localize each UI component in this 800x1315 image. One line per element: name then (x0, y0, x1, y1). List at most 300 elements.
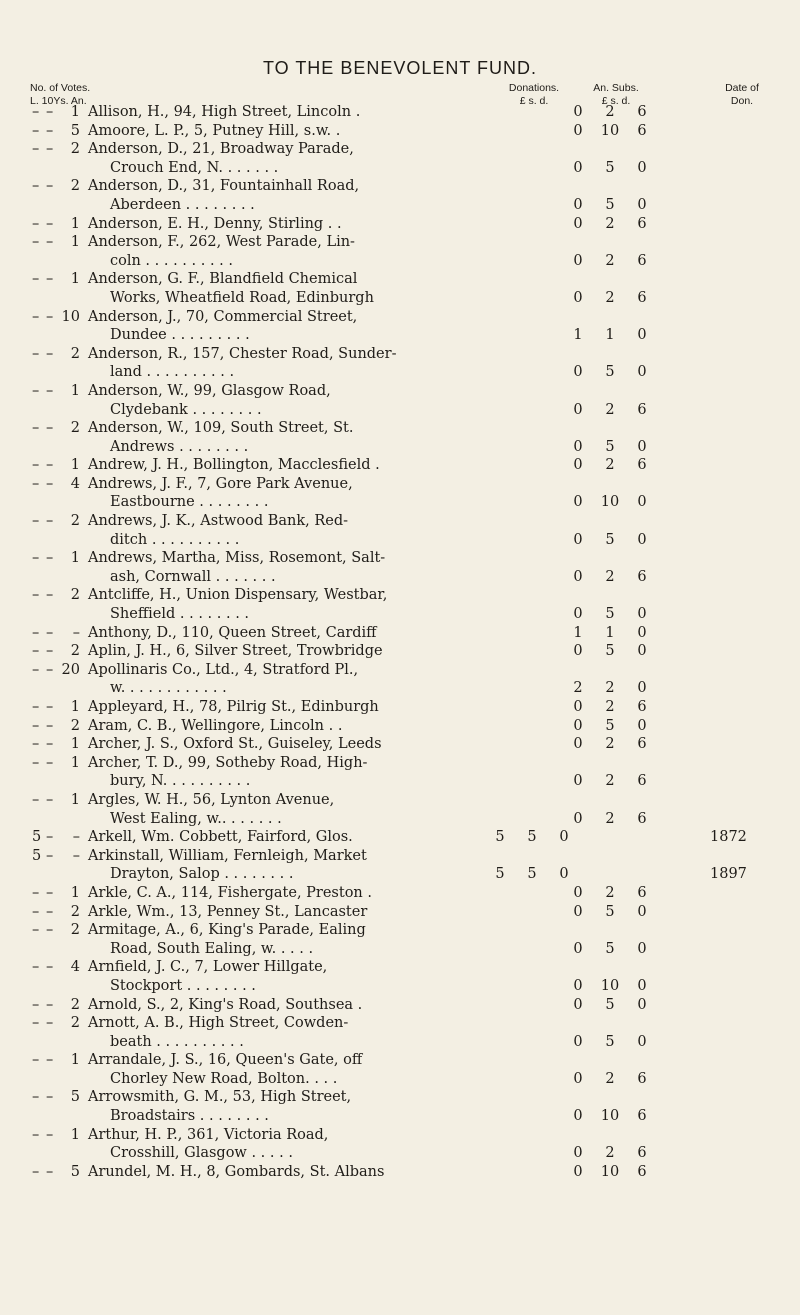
votes-life: – (32, 643, 40, 660)
shillings: 10 (600, 1163, 620, 1180)
subscription-amount (562, 903, 662, 922)
votes-annual: – (72, 829, 80, 846)
votes-ten-years: – (46, 141, 54, 158)
entry-continuation-line: Crouch End, N. . . . . . . (110, 159, 279, 176)
entry-continuation-line: Eastbourne . . . . . . . . (110, 494, 269, 511)
entry-line: Arnold, S., 2, King's Road, Southsea . (88, 996, 363, 1013)
pence: 0 (559, 866, 569, 883)
votes-life: – (32, 661, 40, 678)
votes-ten-years: – (46, 420, 54, 437)
votes-annual: 2 (70, 922, 80, 939)
pence: 0 (637, 494, 647, 511)
pounds: 0 (573, 940, 583, 957)
subscriber-list (0, 103, 800, 1181)
votes-annual: 2 (70, 513, 80, 530)
votes-life: – (32, 550, 40, 567)
entry-name-address (88, 215, 458, 234)
entry-line: Andrew, J. H., Bollington, Macclesfield . (88, 457, 380, 474)
shillings: 2 (605, 568, 615, 585)
votes-life: – (32, 791, 40, 808)
votes-annual: 4 (70, 959, 80, 976)
pounds: 0 (573, 531, 583, 548)
entry-name-address (88, 661, 458, 698)
votes-annual: 10 (61, 308, 80, 325)
entry-continuation-line: coln . . . . . . . . . . (110, 252, 234, 269)
votes-ten-years: – (46, 661, 54, 678)
votes-annual: 2 (70, 996, 80, 1013)
pounds: 0 (573, 1145, 583, 1162)
subscription-amount (562, 642, 662, 661)
entry-name-address (88, 456, 458, 475)
entry-row (0, 903, 800, 922)
entry-line: Arrandale, J. S., 16, Queen's Gate, off (88, 1052, 363, 1069)
entry-line: Antcliffe, H., Union Dispensary, Westbar, (88, 587, 388, 604)
entry-continuation-line: ash, Cornwall . . . . . . . (110, 568, 276, 585)
votes-life: – (32, 717, 40, 734)
votes-annual: 1 (70, 550, 80, 567)
pence: 0 (637, 159, 647, 176)
shillings: 5 (605, 438, 615, 455)
pounds: 0 (573, 606, 583, 623)
entry-name-address (88, 624, 458, 643)
votes-life: – (32, 104, 40, 120)
pounds: 0 (573, 104, 583, 120)
entry-name-address (88, 1088, 458, 1125)
pence: 0 (637, 624, 647, 641)
entry-name-address (88, 345, 458, 382)
entry-name-address (88, 828, 458, 847)
votes-ten-years: – (46, 717, 54, 734)
entry-row (0, 270, 800, 307)
pounds: 0 (573, 773, 583, 790)
votes-ten-years: – (46, 513, 54, 530)
entry-line: Armitage, A., 6, King's Parade, Ealing (88, 922, 366, 939)
subscription-amount (562, 326, 662, 345)
pence: 6 (637, 252, 647, 269)
entry-row (0, 717, 800, 736)
votes-ten-years: – (46, 475, 54, 492)
pounds: 0 (573, 903, 583, 920)
votes-annual: 1 (70, 699, 80, 715)
shillings: 2 (605, 884, 615, 901)
pounds: 0 (573, 1070, 583, 1087)
votes-life: – (32, 215, 40, 232)
shillings: 5 (605, 717, 615, 734)
votes-annual: 1 (70, 754, 80, 771)
pence: 0 (637, 1033, 647, 1050)
votes-annual: 2 (70, 587, 80, 604)
shillings: 2 (605, 680, 615, 697)
votes-annual: 1 (70, 234, 80, 251)
entry-line: Anderson, F., 262, West Parade, Lin- (88, 234, 355, 251)
entry-name-address (88, 642, 458, 661)
votes-annual: 2 (70, 1015, 80, 1032)
votes-annual: 2 (70, 141, 80, 158)
shillings: 10 (600, 122, 620, 139)
entry-name-address (88, 308, 458, 345)
entry-row (0, 828, 800, 847)
entry-line: Arkell, Wm. Cobbett, Fairford, Glos. (88, 829, 353, 846)
votes-ten-years: – (46, 271, 54, 288)
pounds: 0 (573, 401, 583, 418)
subscription-amount (562, 698, 662, 717)
votes-annual: 1 (70, 791, 80, 808)
entry-row (0, 512, 800, 549)
entry-row (0, 456, 800, 475)
subscription-amount (562, 215, 662, 234)
votes-ten-years: – (46, 791, 54, 808)
votes-life: – (32, 141, 40, 158)
shillings: 10 (600, 1108, 620, 1125)
votes-ten-years: – (46, 1163, 54, 1180)
entry-continuation-line: Drayton, Salop . . . . . . . . (110, 866, 294, 883)
entry-row (0, 754, 800, 791)
votes-life: – (32, 178, 40, 195)
pence: 0 (637, 327, 647, 344)
pence: 0 (637, 643, 647, 660)
entry-line: Arthur, H. P., 361, Victoria Road, (88, 1126, 329, 1143)
entry-continuation-line: beath . . . . . . . . . . (110, 1033, 244, 1050)
entry-name-address (88, 1163, 458, 1182)
entry-row (0, 661, 800, 698)
subscription-amount (562, 605, 662, 624)
subscription-amount (562, 679, 662, 698)
entry-continuation-line: bury, N. . . . . . . . . . (110, 773, 251, 790)
shillings: 5 (605, 531, 615, 548)
votes-annual: 2 (70, 345, 80, 362)
votes-header-line2: L. 10Ys. An. (30, 95, 87, 107)
shillings: 2 (605, 289, 615, 306)
entry-name-address (88, 549, 458, 586)
votes-annual: 5 (70, 1089, 80, 1106)
votes-life: – (32, 475, 40, 492)
votes-annual: 1 (70, 271, 80, 288)
shillings: 2 (605, 401, 615, 418)
entry-line: Arnfield, J. C., 7, Lower Hillgate, (88, 959, 328, 976)
votes-life: – (32, 308, 40, 325)
shillings: 2 (605, 1145, 615, 1162)
votes-annual: 1 (70, 1052, 80, 1069)
votes-ten-years: – (46, 996, 54, 1013)
votes-life: – (32, 1052, 40, 1069)
votes-annual: 1 (70, 457, 80, 474)
pence: 6 (637, 1145, 647, 1162)
pounds: 0 (573, 736, 583, 753)
votes-header-line1: No. of Votes. (30, 82, 91, 94)
entry-line: Anderson, J., 70, Commercial Street, (88, 308, 358, 325)
entry-row (0, 1126, 800, 1163)
entry-row (0, 642, 800, 661)
subscription-amount (562, 1144, 662, 1163)
subscription-amount (562, 456, 662, 475)
pence: 6 (637, 457, 647, 474)
entry-continuation-line: land . . . . . . . . . . (110, 364, 235, 381)
entry-line: Archer, J. S., Oxford St., Guiseley, Leeds (88, 736, 382, 753)
entry-continuation-line: Andrews . . . . . . . . (110, 438, 249, 455)
entry-name-address (88, 140, 458, 177)
pounds: 0 (573, 252, 583, 269)
subscription-amount (562, 624, 662, 643)
votes-ten-years: – (46, 178, 54, 195)
votes-ten-years: – (46, 624, 54, 641)
votes-life: – (32, 271, 40, 288)
votes-ten-years: – (46, 104, 54, 120)
shillings: 5 (605, 903, 615, 920)
votes-life: 5 (32, 847, 42, 864)
votes-life: – (32, 884, 40, 901)
votes-ten-years: – (46, 215, 54, 232)
subscription-amount (562, 401, 662, 420)
votes-ten-years: – (46, 699, 54, 715)
date-header-line2: Don. (730, 95, 754, 107)
votes-annual: – (72, 847, 80, 864)
votes-ten-years: – (46, 829, 54, 846)
votes-life: – (32, 1015, 40, 1032)
entry-row (0, 382, 800, 419)
subscription-amount (562, 103, 662, 122)
subscription-amount (562, 810, 662, 829)
pounds: 0 (573, 977, 583, 994)
votes-annual: 2 (70, 643, 80, 660)
subscription-amount (562, 159, 662, 178)
shillings: 2 (605, 104, 615, 120)
shillings: 2 (605, 773, 615, 790)
entry-row (0, 475, 800, 512)
subscription-amount (562, 828, 662, 847)
entry-row (0, 698, 800, 717)
pence: 0 (637, 680, 647, 697)
entry-row (0, 884, 800, 903)
votes-life: – (32, 122, 40, 139)
entry-name-address (88, 475, 458, 512)
votes-ten-years: – (46, 234, 54, 251)
votes-annual: 2 (70, 717, 80, 734)
pounds: 0 (573, 568, 583, 585)
entry-name-address (88, 382, 458, 419)
votes-life: – (32, 1089, 40, 1106)
entry-row (0, 586, 800, 623)
votes-annual: 1 (70, 382, 80, 399)
votes-ten-years: – (46, 1015, 54, 1032)
entry-row (0, 921, 800, 958)
entry-name-address (88, 1051, 458, 1088)
pounds: 0 (573, 196, 583, 213)
entry-line: Anderson, E. H., Denny, Stirling . . (88, 215, 342, 232)
entry-row (0, 996, 800, 1015)
entry-row (0, 1051, 800, 1088)
pounds: 5 (495, 829, 505, 846)
votes-annual: 1 (70, 1126, 80, 1143)
entry-line: Anderson, G. F., Blandfield Chemical (88, 271, 358, 288)
entry-name-address (88, 791, 458, 828)
votes-life: 5 (32, 829, 42, 846)
pence: 6 (637, 215, 647, 232)
entry-continuation-line: Aberdeen . . . . . . . . (110, 196, 255, 213)
entry-line: Anderson, W., 109, South Street, St. (88, 420, 354, 437)
votes-ten-years: – (46, 382, 54, 399)
entry-line: Arkle, Wm., 13, Penney St., Lancaster (88, 903, 368, 920)
pence: 6 (637, 104, 647, 120)
donation-date: 1872 (710, 829, 747, 846)
entry-name-address (88, 958, 458, 995)
entry-row (0, 177, 800, 214)
entry-line: Allison, H., 94, High Street, Lincoln . (88, 104, 361, 120)
votes-life: – (32, 903, 40, 920)
pence: 0 (637, 977, 647, 994)
entry-continuation-line: Dundee . . . . . . . . . (110, 327, 250, 344)
pounds: 0 (573, 1033, 583, 1050)
shillings: 5 (605, 196, 615, 213)
subscription-amount (562, 122, 662, 141)
shillings: 1 (605, 624, 615, 641)
entry-row (0, 735, 800, 754)
pence: 0 (637, 438, 647, 455)
entry-row (0, 847, 800, 884)
pounds: 0 (573, 289, 583, 306)
shillings: 2 (605, 1070, 615, 1087)
votes-life: – (32, 457, 40, 474)
shillings: 10 (600, 494, 620, 511)
votes-life: – (32, 513, 40, 530)
subscription-amount (562, 735, 662, 754)
shillings: 10 (600, 977, 620, 994)
shillings: 2 (605, 699, 615, 715)
subscription-amount (562, 977, 662, 996)
subscription-amount (562, 289, 662, 308)
pence: 0 (637, 196, 647, 213)
shillings: 2 (605, 736, 615, 753)
entry-name-address (88, 884, 458, 903)
pounds: 0 (573, 1163, 583, 1180)
votes-life: – (32, 624, 40, 641)
votes-ten-years: – (46, 1052, 54, 1069)
entry-line: Aram, C. B., Wellingore, Lincoln . . (88, 717, 343, 734)
entry-line: Aplin, J. H., 6, Silver Street, Trowbridge (88, 643, 383, 660)
votes-annual: 1 (70, 884, 80, 901)
entry-row (0, 122, 800, 141)
pounds: 0 (573, 717, 583, 734)
pence: 6 (637, 699, 647, 715)
pounds: 0 (573, 884, 583, 901)
pence: 0 (637, 531, 647, 548)
subscription-amount (562, 531, 662, 550)
subscription-amount (562, 996, 662, 1015)
entry-line: Andrews, J. F., 7, Gore Park Avenue, (88, 475, 353, 492)
entry-continuation-line: w. . . . . . . . . . . . (110, 680, 227, 697)
entry-line: Appleyard, H., 78, Pilrig St., Edinburgh (88, 699, 379, 715)
subscription-amount (562, 1070, 662, 1089)
votes-annual: 2 (70, 178, 80, 195)
subs-header-label: An. Subs. (593, 82, 639, 94)
subscription-amount (562, 772, 662, 791)
entry-name-address (88, 698, 458, 717)
entry-line: Andrews, Martha, Miss, Rosemont, Salt- (88, 550, 386, 567)
shillings: 5 (605, 159, 615, 176)
entry-line: Anderson, D., 31, Fountainhall Road, (88, 178, 360, 195)
pence: 6 (637, 884, 647, 901)
page-title: TO THE BENEVOLENT FUND. (262, 58, 538, 78)
date-header-line1: Date of (725, 82, 759, 94)
entry-row (0, 549, 800, 586)
votes-ten-years: – (46, 1126, 54, 1143)
pounds: 0 (573, 1108, 583, 1125)
entry-name-address (88, 1126, 458, 1163)
entry-row (0, 140, 800, 177)
entry-row (0, 345, 800, 382)
pounds: 0 (573, 643, 583, 660)
votes-life: – (32, 420, 40, 437)
subscription-amount (562, 196, 662, 215)
pounds: 5 (495, 866, 505, 883)
entry-row (0, 103, 800, 122)
pence: 0 (637, 940, 647, 957)
subscription-amount (562, 1033, 662, 1052)
entry-name-address (88, 177, 458, 214)
votes-annual: 1 (70, 215, 80, 232)
pounds: 1 (573, 327, 583, 344)
votes-annual: 5 (70, 1163, 80, 1180)
entry-row (0, 1014, 800, 1051)
entry-name-address (88, 270, 458, 307)
entry-continuation-line: Crosshill, Glasgow . . . . . (110, 1145, 293, 1162)
pence: 6 (637, 1163, 647, 1180)
entry-row (0, 308, 800, 345)
entry-name-address (88, 586, 458, 623)
entry-line: Anderson, R., 157, Chester Road, Sunder- (88, 345, 397, 362)
pounds: 0 (573, 159, 583, 176)
pounds: 0 (573, 364, 583, 381)
pence: 6 (637, 289, 647, 306)
entry-name-address (88, 717, 458, 736)
pence: 6 (637, 122, 647, 139)
entry-name-address (88, 419, 458, 456)
entry-name-address (88, 1014, 458, 1051)
subscription-amount (562, 865, 662, 884)
donation-date: 1897 (710, 866, 747, 883)
entry-line: Andrews, J. K., Astwood Bank, Red- (88, 513, 349, 530)
entry-row (0, 624, 800, 643)
entry-line: Arrowsmith, G. M., 53, High Street, (88, 1089, 352, 1106)
pounds: 0 (573, 996, 583, 1013)
entry-line: Anderson, D., 21, Broadway Parade, (88, 141, 354, 158)
entry-row (0, 791, 800, 828)
entry-continuation-line: Sheffield . . . . . . . . (110, 606, 250, 623)
pence: 0 (637, 903, 647, 920)
votes-ten-years: – (46, 345, 54, 362)
entry-name-address (88, 512, 458, 549)
pounds: 0 (573, 457, 583, 474)
subscription-amount (562, 940, 662, 959)
entry-line: Arkinstall, William, Fernleigh, Market (88, 847, 367, 864)
votes-life: – (32, 1126, 40, 1143)
pence: 0 (637, 364, 647, 381)
pounds: 0 (573, 810, 583, 827)
votes-life: – (32, 345, 40, 362)
votes-annual: 4 (70, 475, 80, 492)
votes-ten-years: – (46, 736, 54, 753)
subscription-amount (562, 568, 662, 587)
subs-header-units: £ s. d. (601, 95, 631, 107)
shillings: 2 (605, 252, 615, 269)
entry-name-address (88, 903, 458, 922)
votes-ten-years: – (46, 959, 54, 976)
entry-continuation-line: ditch . . . . . . . . . . (110, 531, 240, 548)
pence: 0 (637, 717, 647, 734)
donations-header-label: Donations. (508, 82, 560, 94)
entry-name-address (88, 921, 458, 958)
entry-line: Apollinaris Co., Ltd., 4, Stratford Pl., (88, 661, 359, 678)
votes-ten-years: – (46, 754, 54, 771)
